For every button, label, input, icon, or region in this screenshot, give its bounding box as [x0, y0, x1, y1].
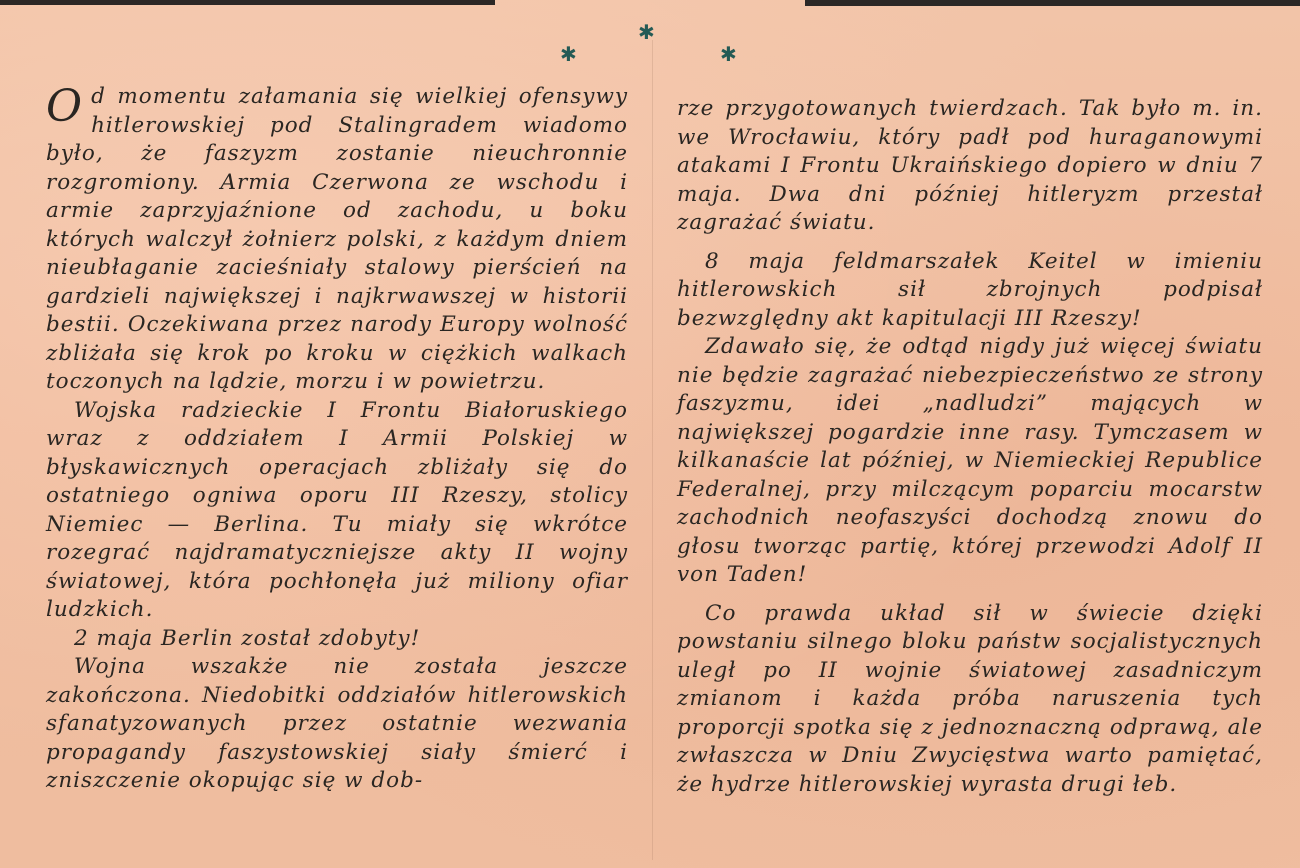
top-rule-left	[0, 0, 495, 5]
paragraph-5: rze przygotowanych twierdzach. Tak było m. in. we Wrocławiu, który padł pod huraganowymi atakami I Frontu Ukraińskiego dopiero w dniu 7 maja. Dwa dni później hitleryzm przestał zagrażać światu.	[677, 96, 1263, 235]
article-left-column	[46, 83, 628, 796]
paragraph-1-text: d momentu załamania się wielkiej ofensywy hitlerowskiej pod Stalingradem wiadomo było, że faszyzm zostanie nieuchronnie rozgromiony. Armia Czerwona ze wschodu i armie zaprzyjaźnione od zachodu, u boku których walczył żołnierz polski, z każdym dniem nieubłaganie zacieśniały stalowy pierścień na gardzieli największej i najkrwawszej w historii bestii. Oczekiwana przez narody Europy wolność zbliżała się krok po kroku w ciężkich walkach toczonych na lądzie, morzu i w powietrzu.	[46, 84, 628, 394]
ornament-star-top: ✱	[638, 20, 655, 44]
paragraph-6: 8 maja feldmarszałek Keitel w imieniu hitlerowskich sił zbrojnych podpisał bezwzględny akt kapitulacji III Rzeszy!	[677, 248, 1263, 331]
top-rule-right	[805, 0, 1300, 6]
column-divider	[652, 40, 653, 860]
ornament-star-left: ✱	[560, 42, 577, 66]
paragraph-8: Co prawda układ sił w świecie dzięki powstaniu silnego bloku państw socjalistycznych uległ po II wojnie światowej zasadniczym zmianom i każda próba naruszenia tych proporcji spotka się z jednoznaczną odprawą, ale zwłaszcza w Dniu Zwycięstwa warto pamiętać, że hydrze hitlerowskiej wyrasta drugi łeb.	[677, 600, 1263, 797]
paragraph-7: Zdawało się, że odtąd nigdy już więcej światu nie będzie zagrażać niebezpieczeństwo ze strony faszyzmu, idei „nadludzi” mających w największej pogardzie inne rasy. Tymczasem w kilkanaście lat później, w Niemieckiej Republice Federalnej, przy milczącym poparciu mocarstw zachodnich neofaszyści dochodzą znowu do głosu tworząc partię, której przewodzi Adolf II von Taden!	[677, 334, 1263, 587]
paragraph-2: Wojska radzieckie I Frontu Białoruskiego wraz z oddziałem I Armii Polskiej w błyskawicznych operacjach zbliżały się do ostatniego ogniwa oporu III Rzeszy, stolicy Niemiec — Berlina. Tu miały się wkrótce rozegrać najdramatyczniejsze akty II wojny światowej, która pochłonęła już miliony ofiar ludzkich.	[46, 397, 628, 622]
paragraph-1	[46, 83, 628, 397]
article-right-column	[677, 95, 1263, 799]
drop-cap: O	[46, 81, 84, 132]
paragraph-3: 2 maja Berlin został zdobyty!	[74, 625, 421, 651]
ornament-star-right: ✱	[720, 42, 737, 66]
paragraph-4: Wojna wszakże nie została jeszcze zakończona. Niedobitki oddziałów hitlerowskich sfanatyzowanych przez ostatnie wezwania propagandy faszystowskiej siały śmierć i zniszczenie okopując się w dob-	[46, 654, 628, 793]
